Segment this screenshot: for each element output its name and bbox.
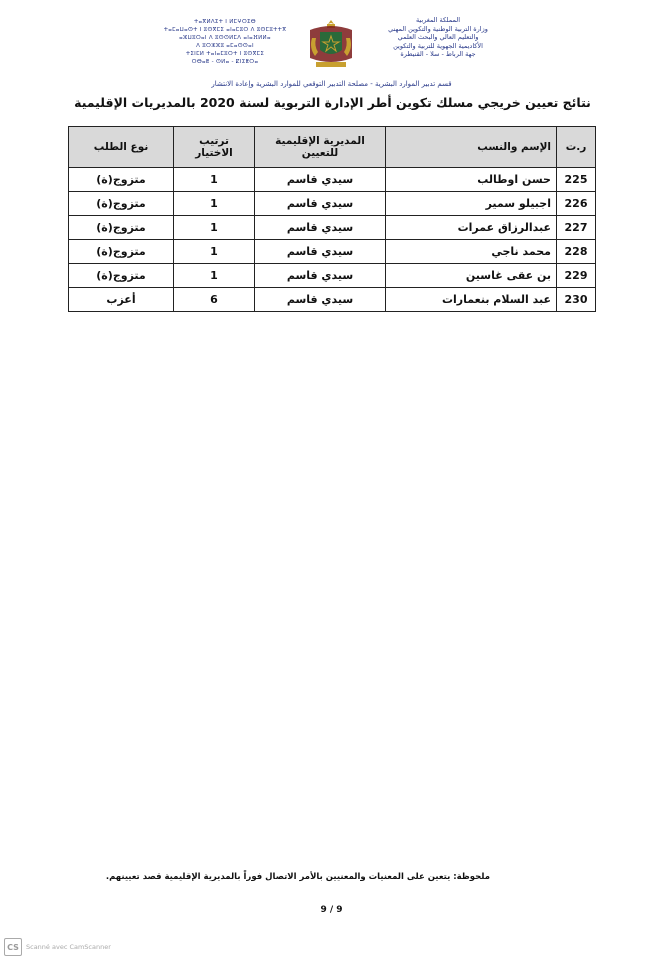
tifinagh-line: ⴷ ⵓⵔⵣⵣⵓ ⴰⵎⴰⵙⵙⴰⵏ <box>196 43 254 49</box>
department-subheader: قسم تدبير الموارد البشرية - مصلحة التدبير التوقعي للموارد البشرية وإعادة الانتشار <box>211 80 452 88</box>
header-rank: ترتيب الاختيار <box>174 127 255 168</box>
table-row <box>69 192 596 216</box>
cell-num: 225 <box>557 168 596 192</box>
camscanner-watermark <box>4 938 111 956</box>
moroccan-coat-of-arms-icon <box>306 18 356 70</box>
header-num: ر.ت <box>557 127 596 168</box>
cell-request-type: متزوج(ة) <box>69 192 174 216</box>
tifinagh-line: ⵔⴱⴰⵟ - ⵙⵍⴰ - ⵇⵏⵉⵟⵔⴰ <box>191 59 259 65</box>
cell-request-type: متزوج(ة) <box>69 168 174 192</box>
arabic-header-line: جهة الرباط - سلا - القنيطرة <box>400 50 476 58</box>
table-header-row <box>69 127 596 168</box>
header-directorate: المديرية الإقليمية للتعيين <box>255 127 386 168</box>
cell-rank: 1 <box>174 168 255 192</box>
cell-directorate: سيدي قاسم <box>255 192 386 216</box>
cell-name: حسن اوطالب <box>386 168 557 192</box>
table-row <box>69 264 596 288</box>
cell-name: عبدالرزاق عمرات <box>386 216 557 240</box>
cell-directorate: سيدي قاسم <box>255 288 386 312</box>
arabic-header-line: وزارة التربية الوطنية والتكوين المهني <box>388 24 488 33</box>
camscanner-text: Scanné avec CamScanner <box>26 943 111 951</box>
cell-num: 226 <box>557 192 596 216</box>
header-name: الإسم والنسب <box>386 127 557 168</box>
cell-request-type: أعزب <box>69 288 174 312</box>
cell-rank: 1 <box>174 192 255 216</box>
cell-name: عبد السلام بنعمارات <box>386 288 557 312</box>
tifinagh-line: ⵜⵉⵏⵎⵍ ⵜⴰⵏⴰⵎⵓⵔⵜ ⵏ ⵓⵙⴳⵎⵉ <box>185 51 265 57</box>
arabic-header-line: والتعليم العالي والبحث العلمي <box>397 33 479 41</box>
page-number: 9 / 9 <box>320 905 343 915</box>
cell-rank: 1 <box>174 240 255 264</box>
footer-note: ملحوظة: يتعين على المعنيات والمعنيين بالأمر الاتصال فوراً بالمديرية الإقليمية قصد تعيينهم. <box>105 872 490 882</box>
cell-rank: 1 <box>174 264 255 288</box>
cell-name: اجبيلو سمير <box>386 192 557 216</box>
header-request-type: نوع الطلب <box>69 127 174 168</box>
results-table <box>68 126 596 312</box>
cell-rank: 6 <box>174 288 255 312</box>
arabic-header-line: الأكاديمية الجهوية للتربية والتكوين <box>393 41 483 50</box>
cell-request-type: متزوج(ة) <box>69 264 174 288</box>
cell-request-type: متزوج(ة) <box>69 216 174 240</box>
cell-directorate: سيدي قاسم <box>255 168 386 192</box>
tifinagh-line: ⴰⵣⵡⵓⵔⴰⵏ ⴷ ⵓⵙⵙⵍⵎⴷ ⴰⵏⴰⴼⵍⵍⴰ <box>179 35 271 41</box>
arabic-header <box>363 16 513 59</box>
cell-num: 227 <box>557 216 596 240</box>
cell-num: 230 <box>557 288 596 312</box>
cell-directorate: سيدي قاسم <box>255 216 386 240</box>
table-row <box>69 216 596 240</box>
document-title: نتائج تعيين خريجي مسلك تكوين أطر الإدارة التربوية لسنة 2020 بالمديريات الإقليمية <box>74 95 591 110</box>
table-row <box>69 168 596 192</box>
cell-name: بن عقى غاسين <box>386 264 557 288</box>
document-header <box>0 10 663 90</box>
cell-num: 229 <box>557 264 596 288</box>
arabic-header-line: المملكة المغربية <box>415 16 461 24</box>
table-row <box>69 240 596 264</box>
cell-directorate: سيدي قاسم <box>255 240 386 264</box>
tifinagh-line: ⵜⴰⵎⴰⵡⴰⵙⵜ ⵏ ⵓⵙⴳⵎⵉ ⴰⵏⴰⵎⵓⵔ ⴷ ⵓⵙⵎⵓⵜⵜⴳ <box>163 27 287 33</box>
cell-request-type: متزوج(ة) <box>69 240 174 264</box>
cell-num: 228 <box>557 240 596 264</box>
tifinagh-header <box>150 18 300 66</box>
tifinagh-line: ⵜⴰⴳⵍⴷⵉⵜ ⵏ ⵍⵎⵖⵔⵉⴱ <box>194 19 256 25</box>
table-row <box>69 288 596 312</box>
cell-name: محمد ناجي <box>386 240 557 264</box>
cell-rank: 1 <box>174 216 255 240</box>
cell-directorate: سيدي قاسم <box>255 264 386 288</box>
camscanner-logo-icon: CS <box>4 938 22 956</box>
